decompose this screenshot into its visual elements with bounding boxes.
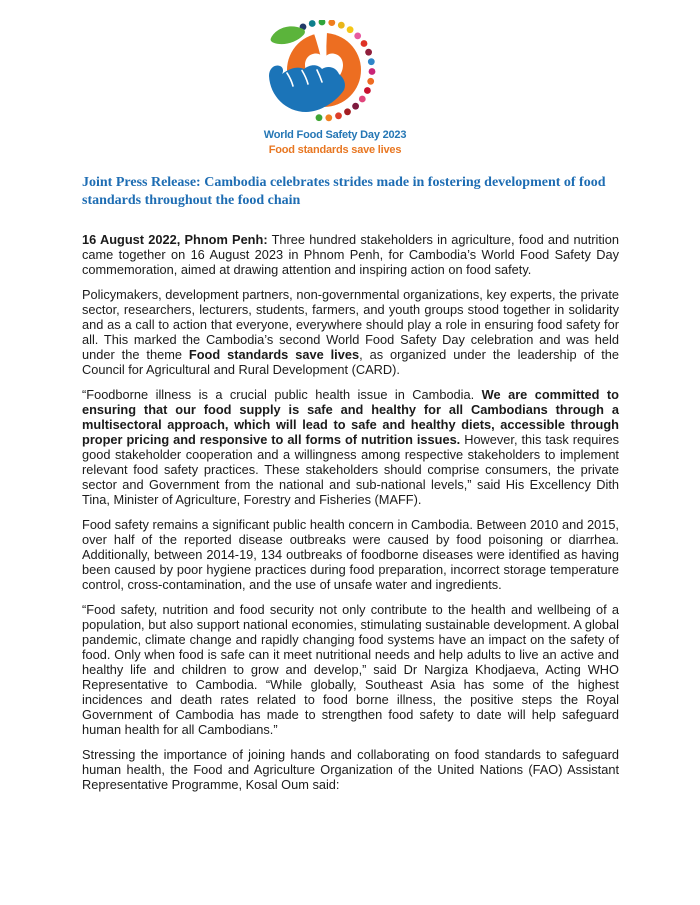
- press-release-body: [82, 174, 619, 802]
- paragraph-maff-quote: “Foodborne illness is a crucial public health issue in Cambodia. We are committed to ensuring that our food supply is safe and healthy for all Cambodians through a multisectoral approach, which will lead to safe and healthy diets, accessible through proper pricing and responsive to all forms of nutrition issues. However, this task requires good stakeholder cooperation and a willingness among respective stakeholders to implement relevant food safety practices. These stakeholders should comprise consumers, the private sector and Government from the national and sub-national levels,” said His Excellency Dith Tina, Minister of Agriculture, Forestry and Fisheries (MAFF).: [82, 387, 619, 507]
- paragraph-statistics: Food safety remains a significant public health concern in Cambodia. Between 2010 and 2015, over half of the reported disease outbreaks were caused by food poisoning or diarrhea. Additionally, between 2014-19, 134 outbreaks of foodborne diseases were identified as having been caused by poor hygiene practices during food preparation, incorrect storage temperature control, cross-contamination, and the use of unsafe water and ingredients.: [82, 517, 619, 592]
- leaf-icon: [271, 26, 305, 44]
- logo-tagline: Food standards save lives: [268, 144, 402, 156]
- paragraph-dateline: 16 August 2022, Phnom Penh: Three hundred stakeholders in agriculture, food and nutrition came together on 16 August 2023 in Phnom Penh, for Cambodia’s World Food Safety Day commemoration, aimed at drawing attention and inspiring action on food safety.: [82, 232, 619, 277]
- wfsd-logo: [0, 20, 685, 157]
- paragraph-who-quote: “Food safety, nutrition and food security not only contribute to the health and wellbeing of a population, but also support national economies, stimulating sustainable development. A global pandemic, climate change and rapidly changing food systems have an impact on the safety of food. Only when food is safe can it meet nutritional needs and help adults to live an active and healthy life and children to grow and develop,” said Dr Nargiza Khodjaeva, Acting WHO Representative to Cambodia. “While globally, Southeast Asia has some of the highest incidences and death rates related to food borne illness, the positive steps the Royal Government of Cambodia has made to strengthen food safety to date will help safeguard human health for all Cambodians.”: [82, 602, 619, 737]
- headline: Joint Press Release: Cambodia celebrates strides made in fostering development of food standards throughout the food chain: [82, 175, 606, 208]
- paragraph-stakeholders: Policymakers, development partners, non-governmental organizations, key experts, the private sector, researchers, lecturers, students, farmers, and youth groups stood together in solidarity and as a call to action that everyone, everywhere should play a role in ensuring food safety for all. This marked the Cambodia’s second World Food Safety Day celebration and was held under the theme Food standards save lives, as organized under the leadership of the Council for Agricultural and Rural Development (CARD).: [82, 287, 619, 377]
- wfsd-logo-icon: [260, 20, 410, 122]
- logo-title: World Food Safety Day 2023: [263, 129, 407, 141]
- paragraph-fao-intro: Stressing the importance of joining hands and collaborating on food standards to safeguard human health, the Food and Agriculture Organization of the United Nations (FAO) Assistant Representative Programme, Kosal Oum said:: [82, 747, 619, 792]
